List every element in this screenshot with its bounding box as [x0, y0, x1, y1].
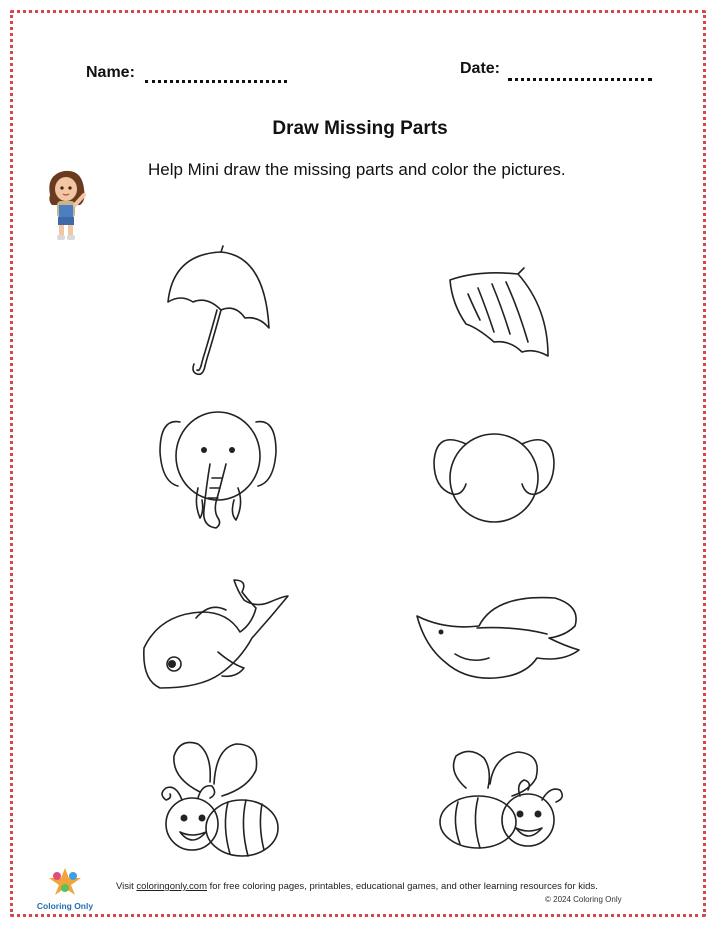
- footer-text: [116, 881, 656, 893]
- umbrella-canopy-half-icon: [448, 268, 552, 360]
- page-border: [10, 10, 706, 917]
- elephant-face-missing-parts-icon: [432, 428, 556, 526]
- whale-missing-parts-icon: [415, 592, 585, 684]
- footer-link[interactable]: coloringonly.com: [136, 881, 207, 892]
- name-field[interactable]: [145, 80, 287, 83]
- footer-visit: Visit: [116, 881, 134, 892]
- fish-complete-icon: [140, 578, 290, 694]
- bee-complete-icon: [152, 738, 282, 862]
- logo-text: Coloring Only: [36, 901, 94, 911]
- elephant-face-complete-icon: [158, 408, 278, 534]
- mini-character-icon: [40, 165, 95, 243]
- name-label: Name:: [86, 64, 135, 81]
- copyright-text: © 2024 Coloring Only: [545, 895, 622, 904]
- date-field[interactable]: [508, 78, 652, 81]
- instruction-text: Help Mini draw the missing parts and color the pictures.: [148, 160, 566, 179]
- coloring-only-logo: [30, 866, 100, 911]
- bee-missing-parts-icon: [432, 748, 572, 856]
- footer-rest: for free coloring pages, printables, educational games, and other learning resources for kids.: [209, 881, 598, 892]
- logo-icon: [45, 866, 85, 896]
- umbrella-complete-icon: [163, 246, 273, 378]
- page-title: Draw Missing Parts: [272, 118, 448, 139]
- date-label: Date:: [460, 60, 501, 77]
